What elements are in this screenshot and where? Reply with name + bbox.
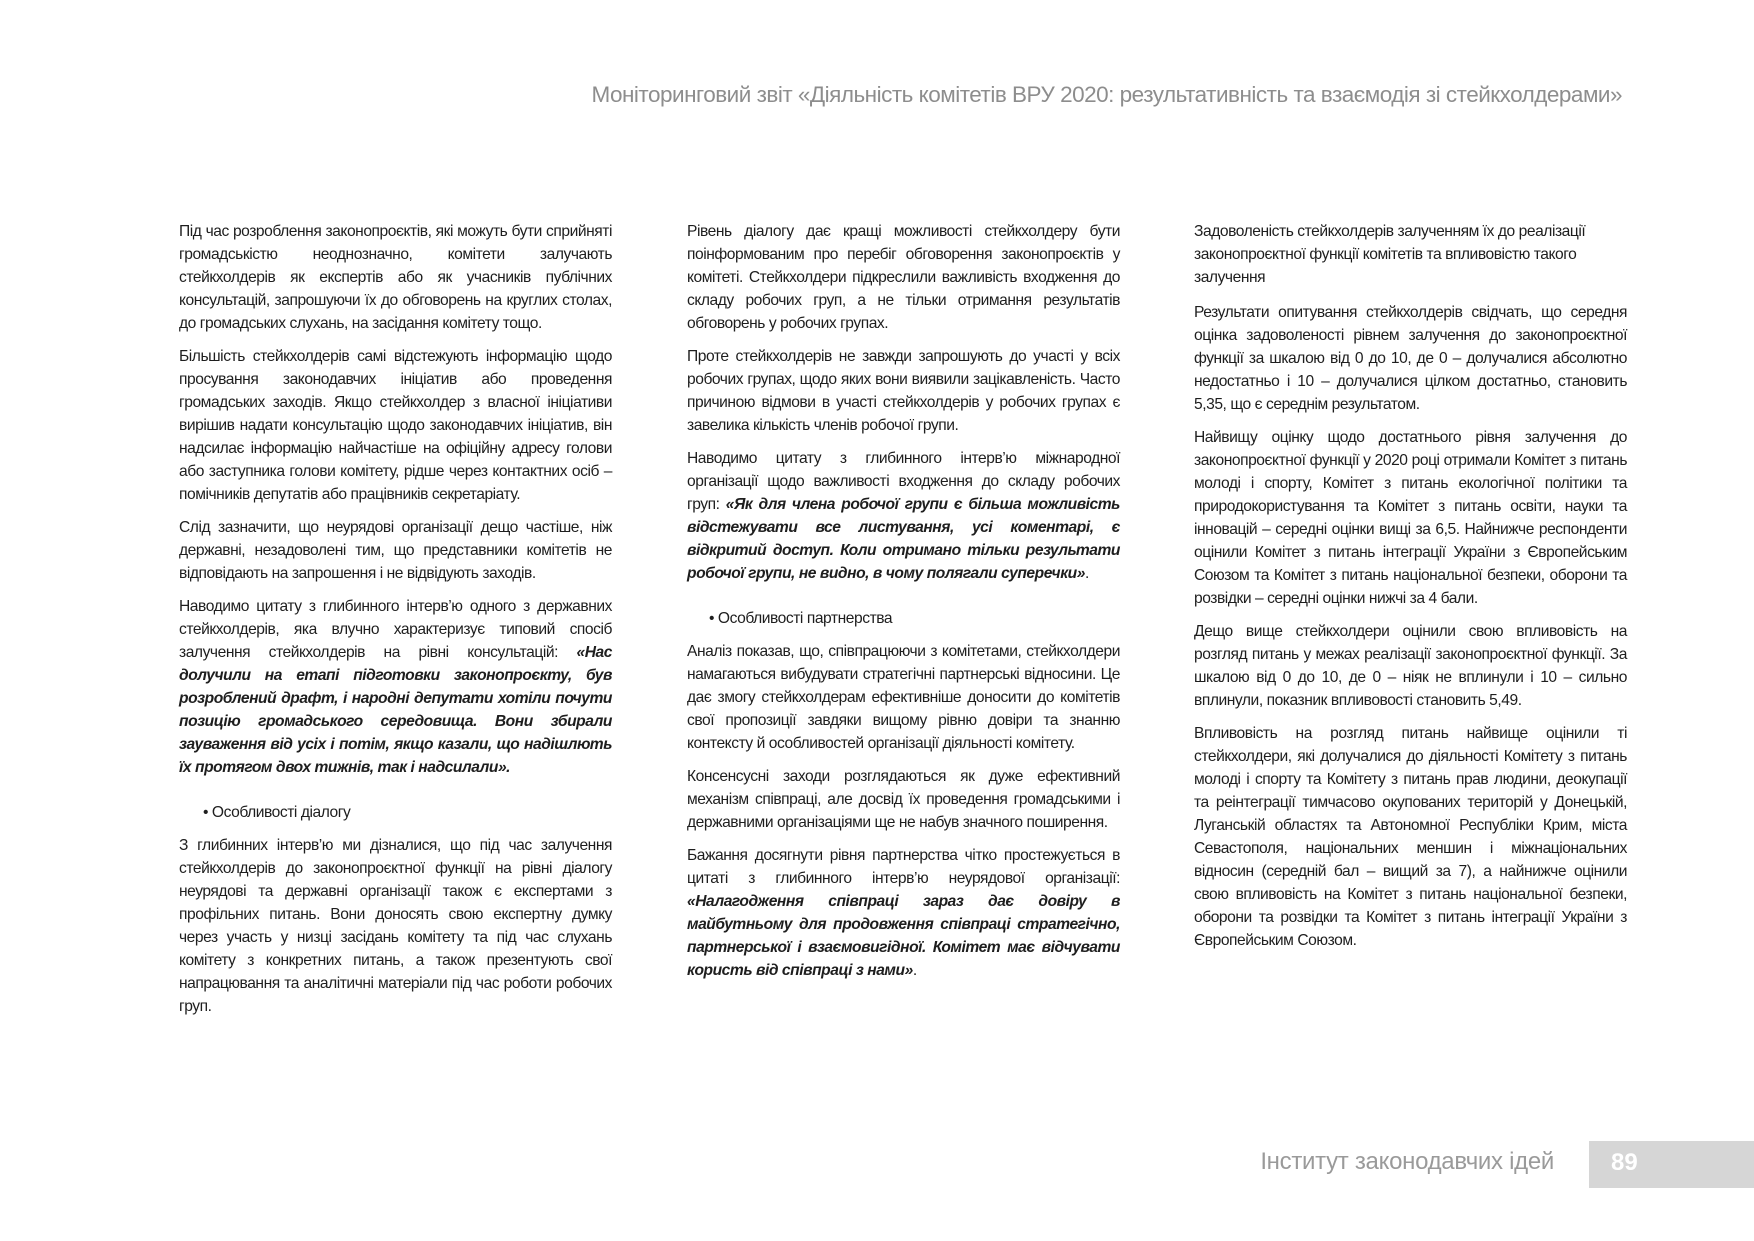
paragraph: Консенсусні заходи розглядаються як дуже ефективний механізм співпраці, але досвід їх проведення громадськими і державними організаціями ще не набув значного поширення. [687,768,1120,831]
text-column-middle [687,220,1120,992]
paragraph: Впливовість на розгляд питань найвище оцінили ті стейкхолдери, які долучалися до діяльності Комітету з питань молоді і спорту та Комітету з питань прав людини, деокупації та реінтеграції тимчасово окупованих територій у Донецькій, Луганській областях та Автономної Республіки Крим, міста Севастополя, національних меншин і міжнаціональних відносин (середній бал – вищий за 7), а найнижче оцінили свою впливовість на Комітет з питань національної безпеки, оборони та розвідки та Комітет з питань інтеграції України з Європейським Союзом. [1194,725,1627,949]
paragraph: Рівень діалогу дає кращі можливості стейкхолдеру бути поінформованим про перебіг обговорення законопроєктів у комітеті. Стейкхолдери підкреслили важливість входження до складу робочих груп, а не тільки отримання результатів обговорень у робочих групах. [687,223,1120,332]
paragraph-text: Наводимо цитату з глибинного інтерв’ю міжнародної організації щодо важливості входження до складу робочих груп: [687,450,1120,513]
footer-institute-name: Інститут законодавчих ідей [1260,1148,1554,1175]
text-column-left [179,220,612,1028]
paragraph: Слід зазначити, що неурядові організації дещо частіше, ніж державні, незадоволені тим, що представники комітетів не відповідають на запрошення і не відвідують заходів. [179,519,612,582]
paragraph: З глибинних інтерв’ю ми дізналися, що під час залучення стейкхолдерів до законопроєктної функції на рівні діалогу неурядові та державні організації також є експертами з профільних питань. Вони доносять свою експертну думку через участь у низці засідань комітету та під час слухань комітету з конкретних питань, а також презентують свої напрацювання та аналітичні матеріали під час роботи робочих груп. [179,837,612,1015]
paragraph: Проте стейкхолдерів не завжди запрошують до участі у всіх робочих групах, щодо яких вони виявили зацікавленість. Часто причиною відмови в участі стейкхолдерів у робочих групах є завелика кількість членів робочої групи. [687,348,1120,434]
paragraph-with-quote [687,844,1120,982]
paragraph: Дещо вище стейкхолдери оцінили свою впливовість на розгляд питань у межах реалізації законопроєктної функції. За шкалою від 0 до 10, де 0 – ніяк не вплинули і 10 – сильно вплинули, показник впливовості становить 5,49. [1194,623,1627,709]
report-title: Моніторинговий звіт «Діяльність комітетів ВРУ 2020: результативність та взаємодія зі стейкхолдерами» [591,82,1622,107]
paragraph: Результати опитування стейкхолдерів свідчать, що середня оцінка задоволеності рівнем залучення до законопроєктної функції за шкалою від 0 до 10, де 0 – долучалися абсолютно недостатньо і 10 – долучалися цілком достатньо, становить 5,35, що є середнім результатом. [1194,304,1627,413]
bullet-heading-dialogue: • Особливості діалогу [203,804,351,821]
bullet-heading-partnership: • Особливості партнерства [709,610,893,627]
interview-quote: «Налагодження співпраці зараз дає довіру в майбутньому для продовження співпраці стратегічно, партнерської і взаємовигідної. Комітет має відчувати користь від співпраці з нами» [687,893,1120,979]
page-number-box [1589,1141,1754,1188]
paragraph: Аналіз показав, що, співпрацюючи з комітетами, стейкхолдери намагаються вибудувати стратегічні партнерські відносини. Це дає змогу стейкхолдерам ефективніше доносити до комітетів свої пропозиції завдяки вищому рівню довіри та знанню контексту й особливостей організації діяльності комітету. [687,643,1120,752]
page-number: 89 [1611,1149,1638,1176]
paragraph-with-quote [687,447,1120,585]
section-heading: Задоволеність стейкхолдерів залученням їх до реалізації законопроєктної функції комітетів та впливовістю такого залучення [1194,223,1586,286]
paragraph-with-quote [179,595,612,779]
paragraph: Найвищу оцінку щодо достатнього рівня залучення до законопроєктної функції у 2020 році отримали Комітет з питань молоді і спорту, Комітет з питань екологічної політики та природокористування та Комітет з питань освіти, науки та інновацій – середні оцінки вищі за 6,5. Найнижче респонденти оцінили Комітет з питань інтеграції України з Європейським Союзом та Комітет з питань національної безпеки, оборони та розвідки – середні оцінки нижчі за 4 бали. [1194,429,1627,607]
text-column-right [1194,220,1627,962]
paragraph-text: . [912,962,917,979]
paragraph: Під час розроблення законопроєктів, які можуть бути сприйняті громадськістю неоднозначно, комітети залучають стейкхолдерів як експертів або як учасників публічних консультацій, запрошуючи їх до обговорень на круглих столах, до громадських слухань, на засідання комітету тощо. [179,223,612,332]
paragraph-text: Бажання досягнути рівня партнерства чітко простежується в цитаті з глибинного інтерв’ю неурядової організації: [687,847,1120,887]
paragraph-text: Наводимо цитату з глибинного інтерв’ю одного з державних стейкхолдерів, яка влучно характеризує типовий спосіб залучення стейкхолдерів на рівні консультацій: [179,598,612,661]
interview-quote: «Як для члена робочої групи є більша можливість відстежувати все листування, усі коментарі, є відкритий доступ. Коли отримано тільки результати робочої групи, не видно, в чому полягали суперечки» [687,496,1120,582]
paragraph-text: . [1084,565,1089,582]
interview-quote: «Нас долучили на етапі підготовки законопроєкту, був розроблений драфт, і народні депутати хотіли почути позицію громадського середовища. Вони збирали зауваження від усіх і потім, якщо казали, що надішлють їх протягом двох тижнів, так і надсилали». [179,644,612,776]
paragraph: Більшість стейкхолдерів самі відстежують інформацію щодо просування законодавчих ініціатив або проведення громадських заходів. Якщо стейкхолдер з власної ініціативи вирішив надати консультацію щодо законодавчих ініціатив, він надсилає інформацію найчастіше на офіційну адресу голови або заступника голови комітету, рідше через контактних осіб – помічників депутатів або працівників секретаріату. [179,348,612,503]
